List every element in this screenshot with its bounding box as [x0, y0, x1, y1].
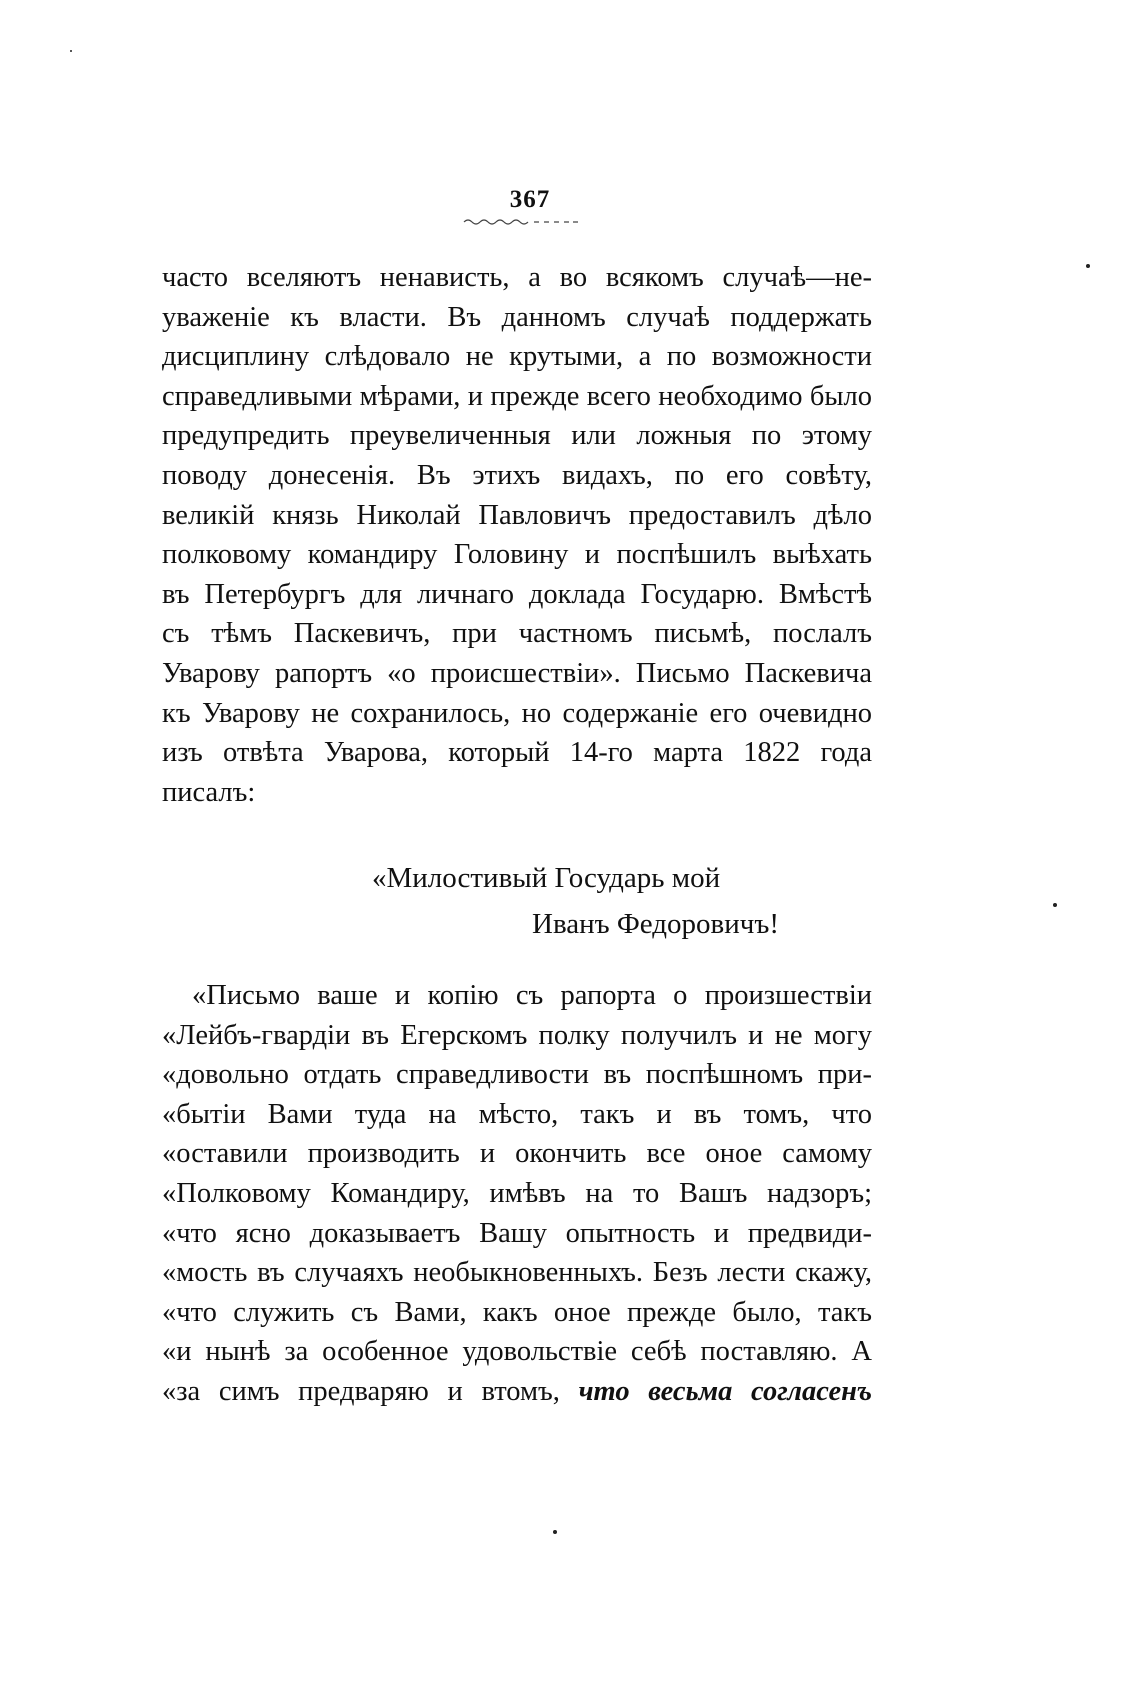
text-line-italic: что весьма согласенъ [578, 1375, 872, 1407]
text-line: «Лейбъ-гвардіи въ Егерскомъ полку получилъ и не могу [162, 1019, 872, 1051]
text-line: Уварову рапортъ «о происшествіи». Письмо Паскевича [162, 657, 872, 689]
text-line: съ тѣмъ Паскевичъ, при частномъ письмѣ, послалъ [162, 618, 872, 650]
text-line: изъ отвѣта Уварова, который 14-го марта 1822 года [162, 737, 872, 769]
text-line: полковому командиру Головину и поспѣшилъ выѣхать [162, 539, 872, 571]
text-line: справедливыми мѣрами, и прежде всего необходимо было [162, 380, 872, 412]
text-line: «оставили производить и окончить все оное самому [162, 1138, 872, 1170]
text-line: дисциплину слѣдовало не крутыми, а по возможности [162, 341, 872, 373]
text-line-regular: «за симъ предваряю и втомъ, [162, 1375, 560, 1407]
page-number: 367 [509, 186, 551, 213]
text-line: великій князь Николай Павловичъ предоставилъ дѣло [162, 499, 872, 531]
text-line: «что служить съ Вами, какъ оное прежде было, такъ [162, 1296, 872, 1328]
text-line: писалъ: [162, 776, 256, 808]
scan-speck [70, 50, 72, 52]
salutation-line-2: Иванъ Федоровичъ! [532, 908, 779, 940]
text-line: часто вселяютъ ненависть, а во всякомъ случаѣ—не- [162, 262, 872, 293]
text-line: «мость въ случаяхъ необыкновенныхъ. Безъ лести скажу, [162, 1257, 872, 1289]
text-line: «что ясно доказываетъ Вашу опытность и предвиди- [162, 1217, 872, 1249]
scan-speck [1053, 903, 1057, 907]
text-line: «довольно отдать справедливости въ поспѣшномъ при- [162, 1059, 872, 1091]
text-line: «Письмо ваше и копію съ рапорта о произшествіи [192, 980, 872, 1011]
text-line: «и нынѣ за особенное удовольствіе себѣ поставляю. А [162, 1336, 872, 1368]
scan-speck [553, 1530, 557, 1534]
header-ornament [462, 216, 580, 228]
text-line: въ Петербургъ для личнаго доклада Государю. Вмѣстѣ [162, 578, 872, 610]
text-line: уваженіе къ власти. Въ данномъ случаѣ поддержать [162, 301, 872, 333]
text-line: «бытіи Вами туда на мѣсто, такъ и въ томъ, что [162, 1098, 872, 1130]
text-line: предупредить преувеличенныя или ложныя по этому [162, 420, 872, 452]
text-line-last [162, 1372, 872, 1412]
text-line: къ Уварову не сохранилось, но содержаніе его очевидно [162, 697, 872, 729]
text-line: «Полковому Командиру, имѣвъ на то Вашъ надзоръ; [162, 1177, 872, 1209]
text-line: поводу донесенія. Въ этихъ видахъ, по его совѣту, [162, 459, 872, 491]
paragraph-1 [162, 258, 872, 812]
salutation-line-1: «Милостивый Государь мой [372, 862, 721, 894]
scan-speck [1086, 264, 1090, 268]
paragraph-2 [162, 976, 872, 1412]
